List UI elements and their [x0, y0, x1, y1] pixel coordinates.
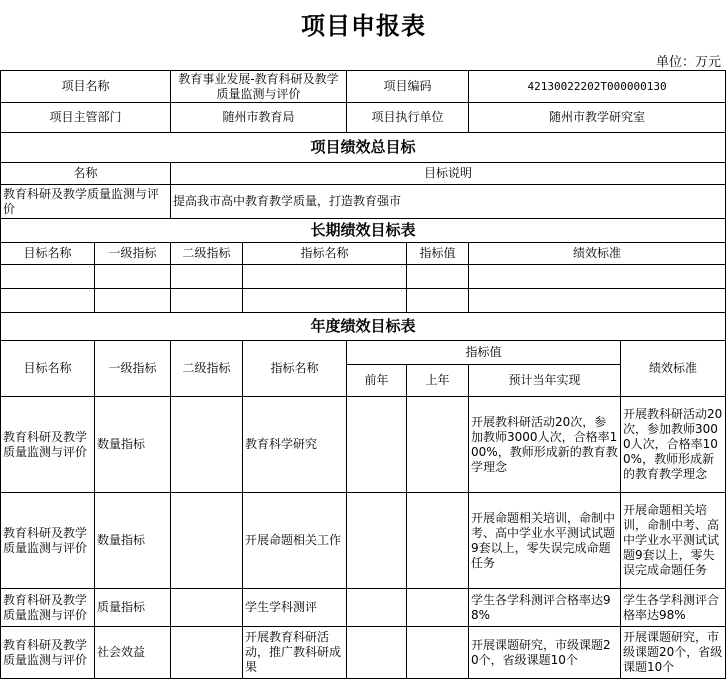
empty-cell: [243, 265, 407, 289]
row-prev-year: [347, 589, 407, 627]
exec-unit-label: 项目执行单位: [347, 103, 469, 133]
longterm-section-row: [1, 219, 726, 243]
empty-cell: [407, 289, 469, 313]
row-target: 教育科研及教学质量监测与评价: [1, 627, 95, 679]
table-row: [1, 493, 726, 589]
row-indicator-name: 开展命题相关工作: [243, 493, 347, 589]
empty-cell: [1, 265, 95, 289]
overall-col-name: 名称: [1, 163, 171, 185]
row-level1: 数量指标: [95, 493, 171, 589]
form-title: 项目申报表: [301, 11, 426, 40]
row-expected: 开展课题研究，市级课题20个，省级课题10个: [469, 627, 621, 679]
table-row: [1, 589, 726, 627]
row-target: 教育科研及教学质量监测与评价: [1, 589, 95, 627]
dept-value: 随州市教育局: [171, 103, 347, 133]
lt-col-value: 指标值: [407, 243, 469, 265]
an-col-last-year: 上年: [407, 365, 469, 397]
overall-data-row: [1, 185, 726, 219]
an-col-indicator-value: 指标值: [347, 341, 621, 365]
overall-header-row: [1, 163, 726, 185]
project-code-label: 项目编码: [347, 71, 469, 103]
row-target: 教育科研及教学质量监测与评价: [1, 493, 95, 589]
dept-label: 项目主管部门: [1, 103, 171, 133]
row-level2: [171, 493, 243, 589]
row-standard: 开展课题研究，市级课题20个，省级课题10个: [621, 627, 726, 679]
row-standard: 开展教科研活动20次，参加教师3000人次，合格率100%，教师形成新的教育教学理念: [621, 397, 726, 493]
annual-heading: 年度绩效目标表: [1, 313, 726, 341]
empty-cell: [243, 289, 407, 313]
row-level2: [171, 627, 243, 679]
project-form: [0, 70, 725, 679]
row-target: 教育科研及教学质量监测与评价: [1, 397, 95, 493]
longterm-heading: 长期绩效目标表: [1, 219, 726, 243]
annual-header-row-1: [1, 341, 726, 365]
row-last-year: [407, 627, 469, 679]
longterm-empty-row: [1, 265, 726, 289]
an-col-indicator-name: 指标名称: [243, 341, 347, 397]
row-level1: 数量指标: [95, 397, 171, 493]
an-col-level2: 二级指标: [171, 341, 243, 397]
overall-col-desc: 目标说明: [171, 163, 726, 185]
row-level2: [171, 589, 243, 627]
an-col-level1: 一级指标: [95, 341, 171, 397]
lt-col-indicator: 指标名称: [243, 243, 407, 265]
lt-col-standard: 绩效标准: [469, 243, 726, 265]
row-last-year: [407, 589, 469, 627]
overall-section-row: [1, 133, 726, 163]
lt-col-target: 目标名称: [1, 243, 95, 265]
row-prev-year: [347, 397, 407, 493]
annual-section-row: [1, 313, 726, 341]
empty-cell: [469, 289, 726, 313]
row-indicator-name: 教育科学研究: [243, 397, 347, 493]
empty-cell: [1, 289, 95, 313]
project-name-value: 教育事业发展-教育科研及教学质量监测与评价: [171, 71, 347, 103]
row-expected: 开展教科研活动20次，参加教师3000人次，合格率100%，教师形成新的教育教学理念: [469, 397, 621, 493]
row-last-year: [407, 397, 469, 493]
empty-cell: [407, 265, 469, 289]
longterm-empty-row: [1, 289, 726, 313]
overall-desc: 提高我市高中教育教学质量，打造教育强市: [171, 185, 726, 219]
an-col-target: 目标名称: [1, 341, 95, 397]
empty-cell: [171, 289, 243, 313]
info-row-1: [1, 71, 726, 103]
overall-heading: 项目绩效总目标: [1, 133, 726, 163]
row-indicator-name: 开展教育科研活动，推广教科研成果: [243, 627, 347, 679]
row-standard: 开展命题相关培训，命制中考、高中学业水平测试试题9套以上，零失误完成命题任务: [621, 493, 726, 589]
row-level1: 质量指标: [95, 589, 171, 627]
row-indicator-name: 学生学科测评: [243, 589, 347, 627]
row-last-year: [407, 493, 469, 589]
row-expected: 学生各学科测评合格率达98%: [469, 589, 621, 627]
empty-cell: [469, 265, 726, 289]
unit-label: 单位：万元: [655, 55, 721, 70]
info-row-2: [1, 103, 726, 133]
overall-name: 教育科研及教学质量监测与评价: [1, 185, 171, 219]
an-col-expected: 预计当年实现: [469, 365, 621, 397]
table-row: [1, 397, 726, 493]
row-expected: 开展命题相关培训，命制中考、高中学业水平测试试题9套以上，零失误完成命题任务: [469, 493, 621, 589]
exec-unit-value: 随州市教学研究室: [469, 103, 726, 133]
table-row: [1, 627, 726, 679]
lt-col-level2: 二级指标: [171, 243, 243, 265]
row-standard: 学生各学科测评合格率达98%: [621, 589, 726, 627]
row-level1: 社会效益: [95, 627, 171, 679]
an-col-prev-year: 前年: [347, 365, 407, 397]
empty-cell: [171, 265, 243, 289]
project-code-value: 42130022202T000000130: [469, 71, 726, 103]
longterm-header-row: [1, 243, 726, 265]
an-col-standard: 绩效标准: [621, 341, 726, 397]
project-table: [0, 70, 726, 679]
row-prev-year: [347, 493, 407, 589]
lt-col-level1: 一级指标: [95, 243, 171, 265]
empty-cell: [95, 289, 171, 313]
row-level2: [171, 397, 243, 493]
row-prev-year: [347, 627, 407, 679]
empty-cell: [95, 265, 171, 289]
project-name-label: 项目名称: [1, 71, 171, 103]
